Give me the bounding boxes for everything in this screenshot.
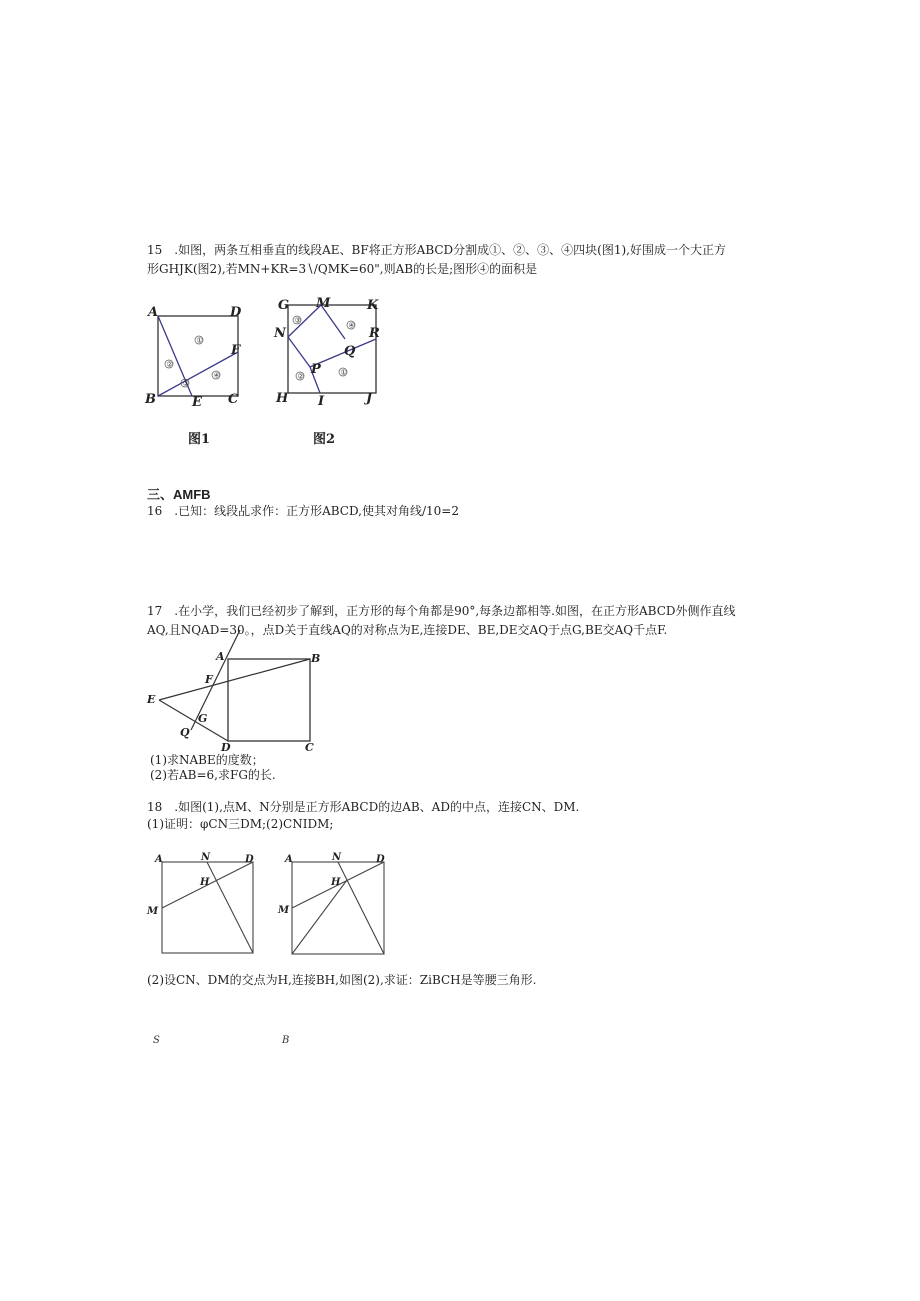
- fig1-label-d: D: [230, 305, 242, 320]
- q17-figure: [145, 630, 335, 755]
- q18-bottom-left-label: S: [153, 1035, 160, 1046]
- q17-label-a: A: [216, 650, 225, 663]
- q17-label-q: Q: [180, 726, 190, 739]
- q18f1-label-m: M: [147, 906, 159, 917]
- q15-line2: 形GHJK(图2),若MN+KR=3∖/QMK=60",则AB的长是;图形④的面积是: [147, 262, 538, 276]
- fig2-label-q: Q: [344, 344, 356, 359]
- q18-figure-2: [275, 848, 395, 963]
- q16-text: 16 .已知：线段乩求作：正方形ABCD,使其对角线/10=2: [147, 504, 459, 518]
- q17-label-c: C: [305, 741, 314, 754]
- q18f2-label-n: N: [332, 852, 342, 863]
- fig2-label-m: M: [316, 296, 331, 311]
- section-3-title: [147, 484, 211, 503]
- fig2-label-r: R: [369, 326, 380, 341]
- q15-line1: 15 .如图，两条互相垂直的线段AE、BF将正方形ABCD分割成①、②、③、④四块(图1),好围成一个大正方: [147, 243, 726, 257]
- fig1-region-4: ④: [213, 371, 220, 380]
- q18-sub2: (2)设CN、DM的交点为H,连接BH,如图(2),求证：ZiBCH是等腰三角形.: [147, 973, 537, 987]
- fig2-label-n: N: [274, 326, 286, 341]
- section-3-title-text: 三、AMFB: [147, 487, 211, 502]
- fig1-label-a: A: [148, 305, 159, 320]
- q18-line1: 18 .如图(1),点M、N分别是正方形ABCD的边AB、AD的中点，连接CN、DM.: [147, 800, 580, 814]
- fig1-label-b: B: [145, 392, 156, 407]
- q18f1-label-a: A: [155, 854, 163, 865]
- q17-label-d: D: [221, 741, 231, 754]
- q18f2-label-d: D: [376, 854, 385, 865]
- fig2-label-j: J: [366, 391, 373, 406]
- fig2-region-1: ①: [340, 368, 347, 377]
- q15-figure-1: [140, 300, 250, 410]
- q18f1-label-h: H: [200, 877, 210, 888]
- q18f1-label-n: N: [201, 852, 211, 863]
- q18f1-label-d: D: [245, 854, 254, 865]
- q17-line1: 17 .在小学，我们已经初步了解到，正方形的每个角都是90°,每条边都相等.如图，在正方形ABCD外侧作直线: [147, 604, 736, 618]
- q17-label-b: B: [311, 652, 321, 665]
- fig2-label-i: I: [318, 394, 325, 409]
- fig1-caption: 图1: [188, 432, 211, 447]
- q17-label-f: F: [205, 673, 213, 686]
- q17-label-e: E: [147, 693, 156, 706]
- fig1-label-e: E: [192, 395, 202, 410]
- q15-figure-2: [270, 295, 390, 410]
- fig1-label-f: F: [231, 343, 241, 358]
- fig2-region-2: ②: [297, 372, 304, 381]
- q18f2-label-a: A: [285, 854, 293, 865]
- q17-sub1: (1)求NABE的度数；: [150, 753, 264, 767]
- fig2-label-g: G: [278, 298, 290, 313]
- q17-label-g: G: [198, 712, 208, 725]
- q18f2-label-h: H: [331, 877, 341, 888]
- fig1-region-2: ②: [166, 360, 173, 369]
- q18-bottom-right-label: B: [282, 1035, 290, 1046]
- fig1-region-1: ①: [196, 336, 203, 345]
- q17-sub2: (2)若AB=6,求FG的长.: [150, 768, 276, 782]
- fig2-region-3: ③: [294, 316, 301, 325]
- fig2-label-p: P: [311, 362, 321, 377]
- fig2-label-k: K: [367, 298, 379, 313]
- fig2-caption: 图2: [313, 432, 336, 447]
- q18f2-label-m: M: [278, 905, 290, 916]
- fig2-region-4: ④: [348, 321, 355, 330]
- q18-line2: (1)证明：φCN三DM;(2)CNIDM;: [147, 817, 334, 831]
- fig1-region-3: ③: [182, 379, 189, 388]
- q18-figure-1: [143, 848, 263, 963]
- fig1-label-c: C: [228, 392, 239, 407]
- fig2-label-h: H: [276, 391, 289, 406]
- q17-line2: AQ,且NQAD=30。，点D关于直线AQ的对称点为E,连接DE、BE,DE交AQ于点G,BE交AQ千点F.: [147, 623, 668, 637]
